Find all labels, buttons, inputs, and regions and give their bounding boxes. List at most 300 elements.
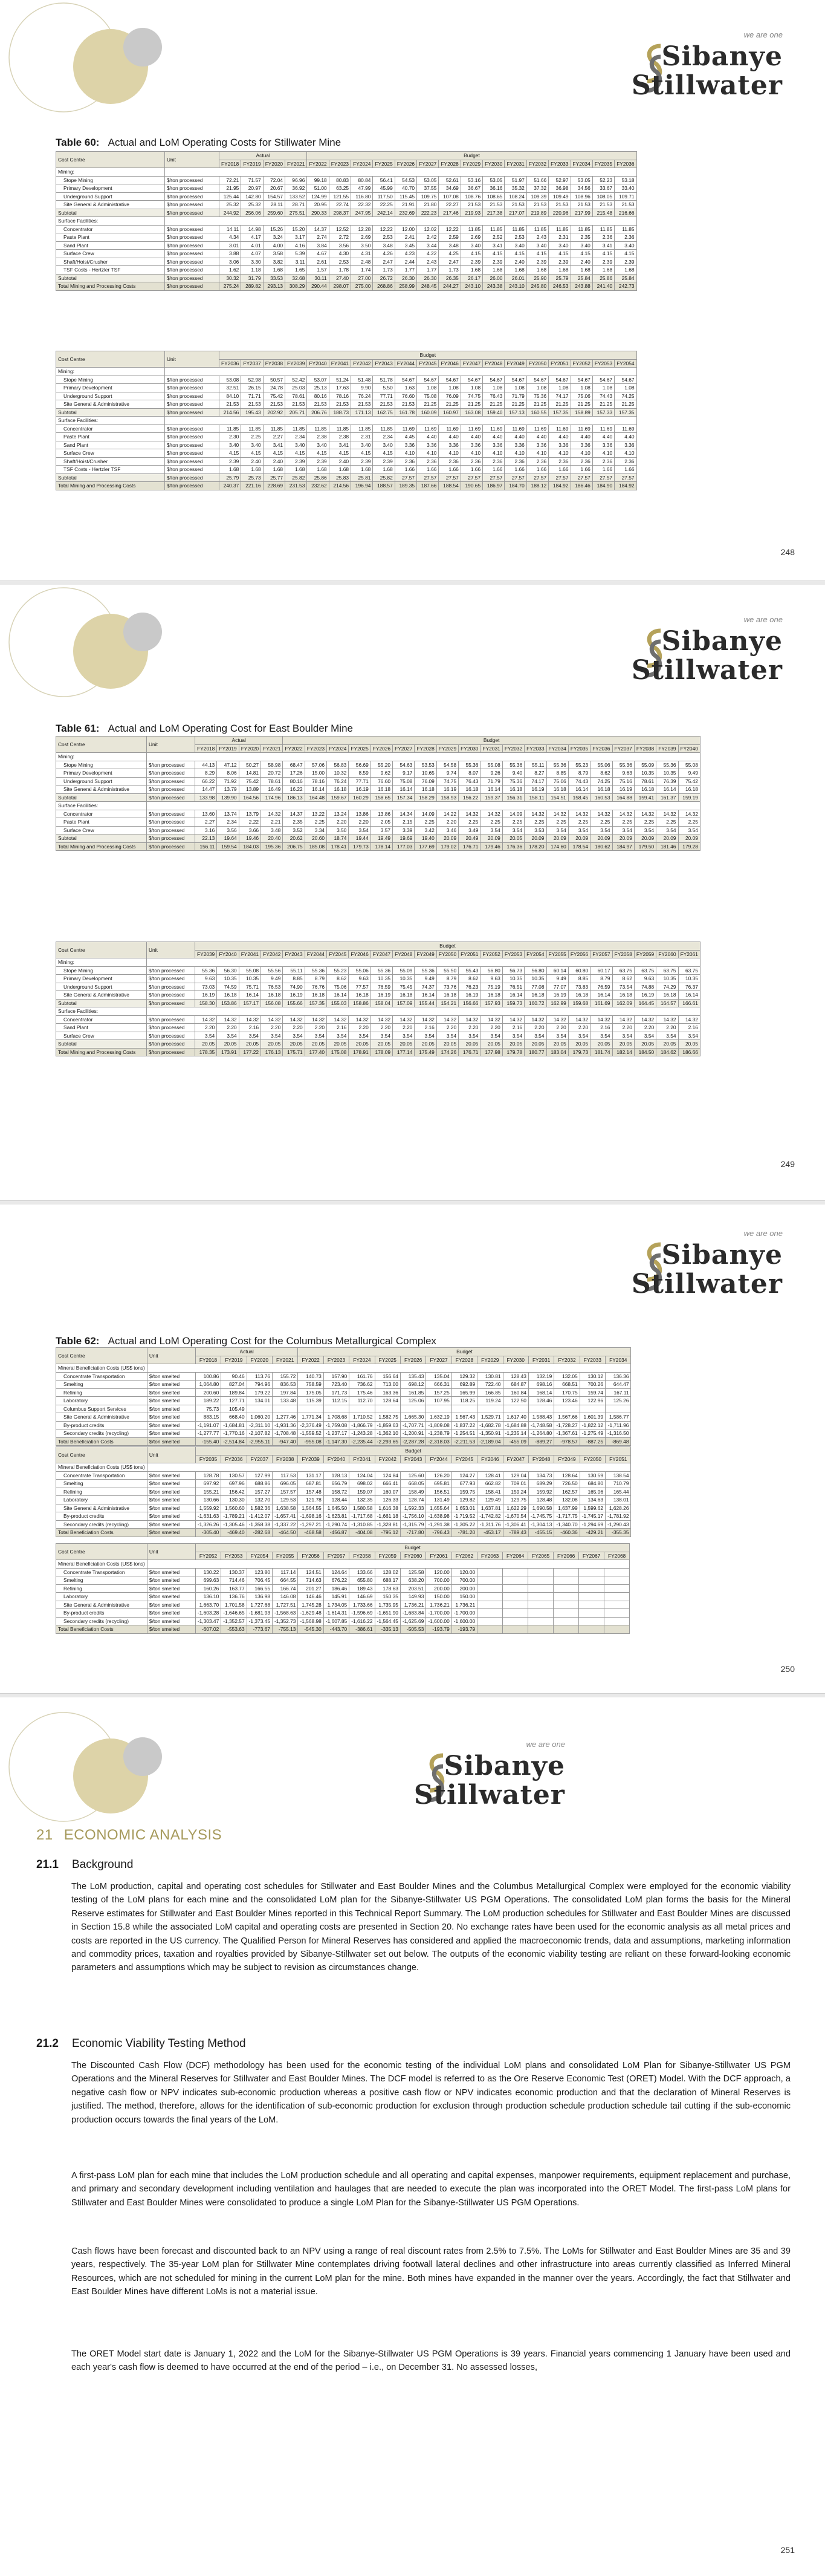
- table-cell: 290.33: [307, 209, 329, 217]
- table-cell: 161.37: [656, 793, 678, 802]
- cost-table-block: [56, 942, 700, 1056]
- table-cell: 4.15: [526, 250, 548, 258]
- table-cell: 52.97: [549, 176, 571, 184]
- logo-tagline: we are one: [743, 615, 783, 624]
- table-cell: 9.63: [634, 975, 656, 983]
- table-cell: 157.09: [393, 999, 415, 1007]
- year-header: FY2051: [549, 359, 571, 368]
- table-cell: 30.11: [307, 274, 329, 282]
- table-cell: 187.66: [417, 482, 439, 490]
- table-cell: 2.25: [656, 818, 678, 827]
- row-label: Subtotal: [56, 834, 147, 843]
- table-cell: 75.42: [239, 777, 260, 785]
- table-cell: 9.17: [393, 769, 415, 778]
- table-row: [56, 282, 637, 291]
- row-unit: $/ton smelted: [147, 1471, 195, 1480]
- table-cell: [579, 1584, 604, 1593]
- table-cell: 54.67: [461, 376, 482, 384]
- table-cell: 171.13: [351, 408, 373, 417]
- table-cell: 33.67: [592, 184, 614, 193]
- table-cell: 3.40: [549, 241, 571, 250]
- row-label: Total Beneficiation Costs: [56, 1625, 147, 1634]
- table-cell: -773.67: [247, 1625, 272, 1634]
- table-cell: [554, 1405, 580, 1413]
- year-header: FY2045: [417, 359, 439, 368]
- table-cell: 3.40: [241, 441, 263, 449]
- year-header: FY2061: [426, 1552, 451, 1560]
- row-label: By-product credits: [56, 1421, 147, 1429]
- column-header: Unit: [165, 152, 219, 168]
- table-cell: 11.85: [483, 225, 505, 233]
- table-cell: 14.37: [283, 810, 305, 818]
- table-cell: 3.36: [505, 441, 526, 449]
- table-cell: 80.84: [351, 176, 373, 184]
- row-label: Underground Support: [56, 983, 147, 991]
- table-cell: 179.28: [678, 842, 700, 851]
- table-cell: 12.22: [439, 225, 461, 233]
- row-label: Surface Crew: [56, 250, 165, 258]
- year-header: FY2054: [615, 359, 636, 368]
- row-label: Site General & Administrative: [56, 1504, 147, 1512]
- table-cell: 78.61: [261, 777, 283, 785]
- table-row: [56, 1593, 630, 1601]
- table-cell: 217.46: [439, 209, 461, 217]
- table-cell: 74.75: [436, 777, 458, 785]
- table-cell: 117.50: [373, 192, 395, 201]
- sibanye-stillwater-logo: [631, 30, 783, 103]
- row-label: Concentrator: [56, 810, 147, 818]
- table-cell: 2.25: [634, 818, 656, 827]
- table-row: [56, 1560, 630, 1569]
- table-cell: 2.20: [349, 818, 370, 827]
- section-spacer: [165, 417, 637, 425]
- table-cell: [477, 1617, 503, 1625]
- table-row: [56, 753, 700, 761]
- table-cell: 14.32: [436, 1015, 458, 1024]
- table-cell: 3.88: [219, 250, 241, 258]
- table-cell: 25.86: [592, 274, 614, 282]
- logo-line2: Stillwater: [631, 70, 783, 101]
- row-label: By-product credits: [56, 1609, 147, 1618]
- table-cell: 1.66: [461, 466, 482, 474]
- table-cell: 2.25: [415, 818, 436, 827]
- table-cell: 21.25: [526, 400, 548, 409]
- row-unit: $/ton processed: [147, 1032, 195, 1040]
- table-cell: 10.35: [525, 975, 546, 983]
- table-cell: 17.26: [283, 769, 305, 778]
- table-cell: 21.53: [505, 201, 526, 209]
- year-header: FY2026: [395, 160, 416, 168]
- table-row: [56, 1364, 631, 1373]
- table-cell: 156.22: [459, 793, 480, 802]
- table-cell: 220.96: [549, 209, 571, 217]
- table-cell: 217.38: [483, 209, 505, 217]
- table-cell: 20.60: [305, 834, 326, 843]
- table-row: [56, 1480, 631, 1488]
- table-cell: 75.19: [480, 983, 502, 991]
- table-cell: 1.66: [483, 466, 505, 474]
- table-cell: 76.09: [415, 777, 436, 785]
- table-cell: 1,663.70: [195, 1601, 221, 1609]
- table-cell: -1,822.12: [580, 1421, 605, 1429]
- table-cell: 2.38: [329, 433, 351, 441]
- table-cell: 3.40: [351, 441, 373, 449]
- table-row: [56, 192, 637, 201]
- table-cell: 157.93: [480, 999, 502, 1007]
- table-cell: 176.36: [502, 842, 524, 851]
- row-label: Underground Support: [56, 192, 165, 201]
- table-cell: 164.88: [612, 793, 634, 802]
- table-cell: 20.05: [349, 1040, 370, 1049]
- table-cell: 55.36: [370, 966, 392, 975]
- table-cell: 37.32: [526, 184, 548, 193]
- table-cell: 2.20: [393, 1024, 415, 1032]
- table-cell: 2.16: [590, 1024, 612, 1032]
- table-cell: -1,789.21: [221, 1512, 247, 1521]
- table-cell: 1,559.92: [195, 1504, 221, 1512]
- table-cell: 11.85: [549, 225, 571, 233]
- table-cell: 4.15: [351, 449, 373, 458]
- table-cell: 10.35: [678, 975, 700, 983]
- row-label: Primary Development: [56, 769, 147, 778]
- table-cell: 158.72: [323, 1488, 349, 1496]
- table-cell: 3.42: [415, 826, 436, 834]
- table-cell: 4.40: [417, 433, 439, 441]
- row-label: Underground Support: [56, 777, 147, 785]
- table-cell: 162.09: [612, 999, 634, 1007]
- table-cell: -1,607.85: [323, 1617, 349, 1625]
- table-cell: 156.64: [375, 1372, 400, 1381]
- table-cell: 179.78: [502, 1048, 524, 1056]
- logo-line1: Sibanye: [444, 1751, 565, 1781]
- table-cell: 11.85: [307, 424, 329, 433]
- table-cell: 2.39: [307, 457, 329, 466]
- table-cell: 4.40: [439, 433, 461, 441]
- table-cell: 1.66: [549, 466, 571, 474]
- table-cell: 2.47: [439, 258, 461, 266]
- table-cell: 179.02: [436, 842, 458, 851]
- year-header: FY2066: [554, 1552, 579, 1560]
- table-cell: 3.54: [634, 1032, 656, 1040]
- year-header: FY2021: [261, 744, 283, 753]
- table-cell: 181.46: [656, 842, 678, 851]
- table-cell: 5.50: [373, 384, 395, 392]
- table-cell: [580, 1405, 605, 1413]
- year-header: FY2054: [247, 1552, 272, 1560]
- table-cell: -1,623.81: [323, 1512, 349, 1521]
- table-cell: 196.94: [351, 482, 373, 490]
- table-cell: 130.81: [477, 1372, 503, 1381]
- table-cell: 3.50: [351, 241, 373, 250]
- table-cell: 154.51: [546, 793, 568, 802]
- table-cell: 258.99: [395, 282, 416, 291]
- table-cell: 3.41: [592, 241, 614, 250]
- table-cell: 166.85: [477, 1388, 503, 1397]
- table-cell: -282.68: [247, 1529, 272, 1537]
- table-cell: 1,745.28: [298, 1601, 323, 1609]
- table-cell: 21.53: [526, 201, 548, 209]
- table-cell: 2.53: [505, 233, 526, 242]
- table-cell: -607.02: [195, 1625, 221, 1634]
- table-cell: 167.11: [606, 1388, 631, 1397]
- table-cell: 195.43: [241, 408, 263, 417]
- table-cell: 4.15: [592, 250, 614, 258]
- table-cell: 3.54: [305, 1032, 326, 1040]
- table-cell: 124.99: [307, 192, 329, 201]
- table-row: [56, 449, 637, 458]
- row-label: Site General & Administrative: [56, 1601, 147, 1609]
- table-cell: 26.30: [395, 274, 416, 282]
- page-number: 250: [780, 1664, 795, 1674]
- table-cell: -1,254.51: [451, 1429, 477, 1438]
- table-cell: 166.74: [273, 1584, 298, 1593]
- table-cell: 20.67: [263, 184, 285, 193]
- table-cell: 3.54: [217, 1032, 239, 1040]
- table-cell: 25.32: [219, 201, 241, 209]
- table-cell: 189.43: [349, 1584, 375, 1593]
- year-header: FY2027: [393, 744, 415, 753]
- table-cell: 120.00: [426, 1568, 451, 1576]
- table-cell: 159.24: [503, 1488, 528, 1496]
- table-cell: -2,293.65: [375, 1437, 400, 1446]
- table-cell: 2.25: [590, 818, 612, 827]
- table-cell: -978.57: [554, 1437, 580, 1446]
- table-cell: 1.66: [417, 466, 439, 474]
- table-cell: 25.82: [285, 473, 307, 482]
- table-cell: 11.85: [351, 424, 373, 433]
- table-cell: 3.36: [395, 441, 416, 449]
- row-unit: $/ton smelted: [147, 1601, 195, 1609]
- table-cell: 99.18: [307, 176, 329, 184]
- table-cell: 14.32: [568, 1015, 590, 1024]
- row-label: Site General & Administrative: [56, 400, 165, 409]
- table-cell: 19.44: [349, 834, 370, 843]
- table-cell: 1,655.64: [426, 1504, 451, 1512]
- table-cell: 1,665.30: [400, 1413, 425, 1422]
- table-cell: [579, 1568, 604, 1576]
- table-cell: 242.14: [373, 209, 395, 217]
- table-cell: 123.80: [247, 1568, 272, 1576]
- row-label: Subtotal: [56, 274, 165, 282]
- table-cell: -1,711.96: [606, 1421, 631, 1429]
- table-cell: 16.18: [459, 785, 480, 794]
- row-unit: $/ton processed: [147, 1048, 195, 1056]
- year-header: FY2059: [634, 950, 656, 958]
- table-cell: 56.80: [525, 966, 546, 975]
- table-cell: 14.32: [634, 810, 656, 818]
- row-label: Paste Plant: [56, 818, 147, 827]
- table-cell: 1,736.21: [400, 1601, 425, 1609]
- table-cell: 2.36: [592, 457, 614, 466]
- table-cell: 178.91: [349, 1048, 370, 1056]
- table-cell: 696.05: [273, 1480, 298, 1488]
- table-cell: 75.42: [263, 392, 285, 400]
- table-cell: 128.02: [375, 1568, 400, 1576]
- table-cell: 157.13: [505, 408, 526, 417]
- year-header: FY2055: [546, 950, 568, 958]
- table-cell: 112.15: [323, 1397, 349, 1405]
- table-cell: 52.98: [241, 376, 263, 384]
- table-cell: 9.49: [415, 975, 436, 983]
- row-label: Stope Mining: [56, 966, 147, 975]
- table-cell: 21.25: [417, 400, 439, 409]
- table-cell: -1,237.17: [323, 1429, 349, 1438]
- table-cell: 3.54: [436, 1032, 458, 1040]
- table-cell: 129.32: [451, 1372, 477, 1381]
- table-cell: 25.86: [307, 473, 329, 482]
- table-cell: 156.66: [459, 999, 480, 1007]
- table-cell: 33.53: [263, 274, 285, 282]
- table-cell: 20.05: [546, 1040, 568, 1049]
- table-cell: 2.69: [461, 233, 482, 242]
- table-cell: 129.53: [273, 1496, 298, 1504]
- row-label: Site General & Administrative: [56, 201, 165, 209]
- table-cell: 2.40: [505, 258, 526, 266]
- table-cell: 54.67: [526, 376, 548, 384]
- table-cell: 20.09: [436, 834, 458, 843]
- table-cell: 21.53: [307, 400, 329, 409]
- table-cell: 3.54: [502, 1032, 524, 1040]
- table-cell: 188.57: [373, 482, 395, 490]
- table-cell: 25.83: [329, 473, 351, 482]
- table-cell: 201.27: [298, 1584, 323, 1593]
- table-cell: 222.23: [417, 209, 439, 217]
- group-header-actual: Actual: [195, 1348, 298, 1356]
- logo-line1: Sibanye: [661, 1240, 783, 1270]
- table-cell: 1,637.81: [477, 1504, 503, 1512]
- table-cell: 14.09: [502, 810, 524, 818]
- table-row: [56, 1520, 631, 1529]
- table-cell: 666.31: [426, 1381, 451, 1389]
- column-header: Unit: [165, 351, 219, 368]
- table-cell: 4.15: [307, 449, 329, 458]
- table-cell: 75.73: [195, 1405, 221, 1413]
- table-cell: 128.64: [375, 1397, 400, 1405]
- row-label: Concentrate Transportation: [56, 1372, 147, 1381]
- row-label: Sand Plant: [56, 441, 165, 449]
- table-cell: 1,690.58: [528, 1504, 554, 1512]
- table-cell: 157.48: [298, 1488, 323, 1496]
- row-unit: $/ton smelted: [147, 1429, 195, 1438]
- table-cell: 55.36: [656, 761, 678, 769]
- table-cell: 78.16: [329, 392, 351, 400]
- table-cell: 2.36: [461, 457, 482, 466]
- table-cell: 134.01: [247, 1397, 272, 1405]
- cost-table-block: [56, 1543, 630, 1634]
- logo-tagline: we are one: [526, 1740, 565, 1749]
- table-cell: -889.27: [528, 1437, 554, 1446]
- table-cell: 34.69: [439, 184, 461, 193]
- table-cell: 3.54: [568, 826, 590, 834]
- table-cell: 1,638.58: [273, 1504, 298, 1512]
- table-cell: 130.57: [221, 1471, 247, 1480]
- section-spacer: [165, 217, 637, 226]
- table-cell: 256.06: [241, 209, 263, 217]
- table-cell: 16.18: [525, 991, 546, 1000]
- table-cell: 27.57: [571, 473, 592, 482]
- table-cell: -1,684.81: [221, 1421, 247, 1429]
- table-cell: 20.05: [393, 1040, 415, 1049]
- year-header: FY2046: [477, 1455, 503, 1463]
- table-cell: 129.82: [451, 1496, 477, 1504]
- table-cell: [323, 1405, 349, 1413]
- table-cell: 3.36: [571, 441, 592, 449]
- table-cell: -1,290.43: [606, 1520, 631, 1529]
- table-cell: 20.05: [634, 1040, 656, 1049]
- year-header: FY2047: [503, 1455, 528, 1463]
- row-label: Site General & Administrative: [56, 785, 147, 794]
- year-header: FY2018: [219, 160, 241, 168]
- table-cell: -1,684.88: [503, 1421, 528, 1429]
- row-unit: $/ton smelted: [147, 1397, 195, 1405]
- table-cell: 14.32: [656, 1015, 678, 1024]
- table-cell: -1,683.84: [400, 1609, 425, 1618]
- table-cell: 2.20: [261, 1024, 283, 1032]
- row-unit: $/ton processed: [147, 1015, 195, 1024]
- row-label: Mining:: [56, 368, 165, 376]
- table-cell: 14.32: [480, 1015, 502, 1024]
- table-cell: -1,745.75: [528, 1512, 554, 1521]
- year-header: FY2039: [195, 950, 217, 958]
- row-label: Primary Development: [56, 384, 165, 392]
- table-cell: 1,637.99: [554, 1504, 580, 1512]
- table-cell: 2.25: [502, 818, 524, 827]
- table-cell: 20.05: [415, 1040, 436, 1049]
- table-cell: 3.54: [568, 1032, 590, 1040]
- year-header: FY2043: [373, 359, 395, 368]
- table-row: [56, 209, 637, 217]
- row-unit: $/ton processed: [165, 233, 219, 242]
- row-label: Surface Facilities:: [56, 417, 165, 425]
- table-cell: 2.34: [373, 433, 395, 441]
- table-cell: 1,564.55: [298, 1504, 323, 1512]
- table-cell: 4.15: [549, 250, 571, 258]
- table-row: [56, 769, 700, 778]
- table-cell: 16.18: [568, 991, 590, 1000]
- table-cell: 132.19: [528, 1372, 554, 1381]
- table-cell: 3.54: [525, 1032, 546, 1040]
- table-cell: 3.24: [263, 233, 285, 242]
- year-header: FY2044: [426, 1455, 451, 1463]
- table-cell: 186.13: [283, 793, 305, 802]
- row-label: Mineral Beneficiation Costs (US$ tons): [56, 1560, 147, 1569]
- table-cell: 723.40: [323, 1381, 349, 1389]
- table-cell: [528, 1609, 554, 1618]
- table-cell: 3.56: [329, 241, 351, 250]
- year-header: FY2039: [656, 744, 678, 753]
- table-cell: 54.53: [395, 176, 416, 184]
- table-cell: 40.70: [395, 184, 416, 193]
- table-cell: -1,700.00: [451, 1609, 477, 1618]
- table-cell: [604, 1593, 630, 1601]
- table-cell: 55.50: [436, 966, 458, 975]
- table-cell: [503, 1625, 528, 1634]
- year-header: FY2040: [678, 744, 700, 753]
- year-header: FY2040: [307, 359, 329, 368]
- table-cell: 1,710.52: [349, 1413, 375, 1422]
- table-cell: 157.35: [549, 408, 571, 417]
- table-cell: 1,734.05: [323, 1601, 349, 1609]
- table-cell: 4.15: [219, 449, 241, 458]
- table-cell: -1,328.81: [375, 1520, 400, 1529]
- table-cell: 33.40: [615, 184, 636, 193]
- table-cell: 8.79: [590, 975, 612, 983]
- year-header: FY2022: [307, 160, 329, 168]
- year-header: FY2024: [327, 744, 349, 753]
- table-cell: 11.85: [241, 424, 263, 433]
- table-cell: 13.24: [327, 810, 349, 818]
- table-cell: 179.22: [247, 1388, 272, 1397]
